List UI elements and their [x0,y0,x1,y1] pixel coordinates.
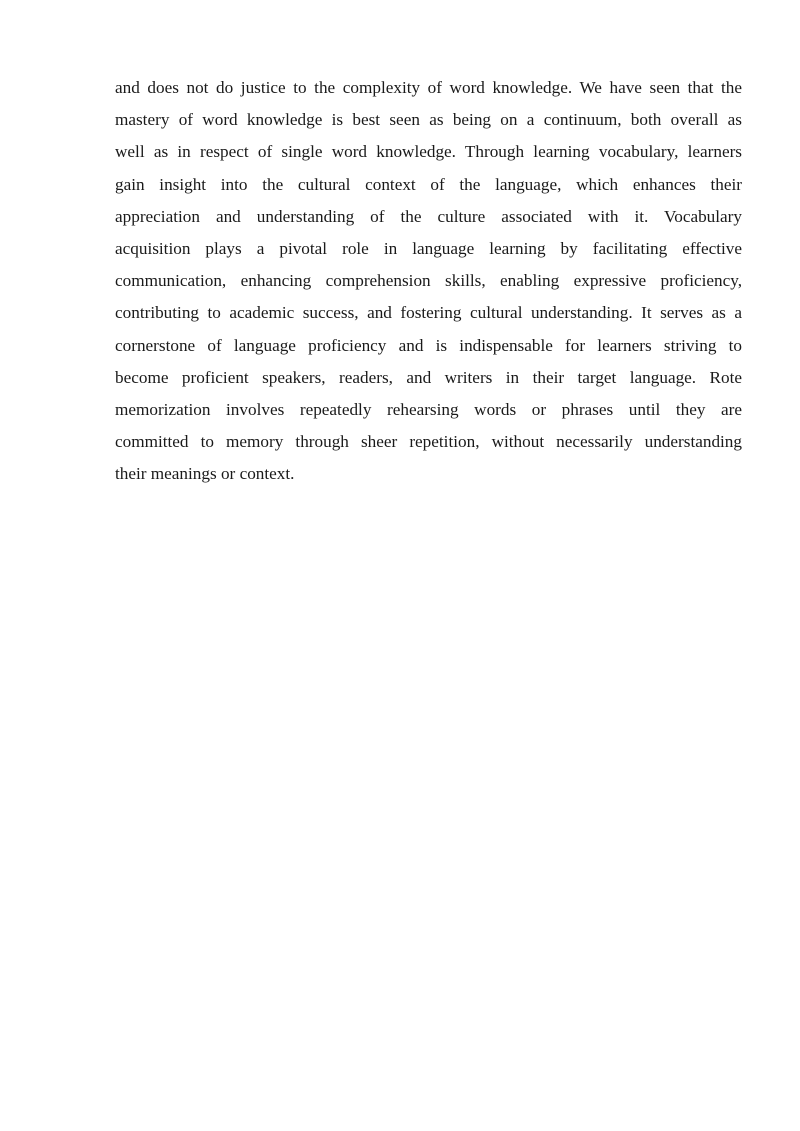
paragraph-line: cornerstone of language proficiency and is indispensable for learners striving to [115,335,742,355]
paragraph-line: well as in respect of single word knowledge. Through learning vocabulary, learners [115,142,742,162]
paragraph-line: committed to memory through sheer repetition, without necessarily understanding [115,432,742,452]
paragraph-line: appreciation and understanding of the culture associated with it. Vocabulary [115,206,742,226]
paragraph-line: acquisition plays a pivotal role in language learning by facilitating effective [115,238,742,258]
paragraph-line: mastery of word knowledge is best seen as being on a continuum, both overall as [115,110,742,130]
paragraph-line: contributing to academic success, and fostering cultural understanding. It serves as a [115,303,742,323]
paragraph-line: gain insight into the cultural context of the language, which enhances their [115,174,742,194]
paragraph-line: communication, enhancing comprehension skills, enabling expressive proficiency, [115,271,742,291]
body-paragraph [115,72,742,490]
paragraph-line: their meanings or context. [115,464,295,484]
paragraph-line: and does not do justice to the complexity of word knowledge. We have seen that the [115,78,742,97]
paragraph-line: memorization involves repeatedly rehearsing words or phrases until they are [115,399,742,419]
paragraph-line: become proficient speakers, readers, and writers in their target language. Rote [115,367,742,387]
